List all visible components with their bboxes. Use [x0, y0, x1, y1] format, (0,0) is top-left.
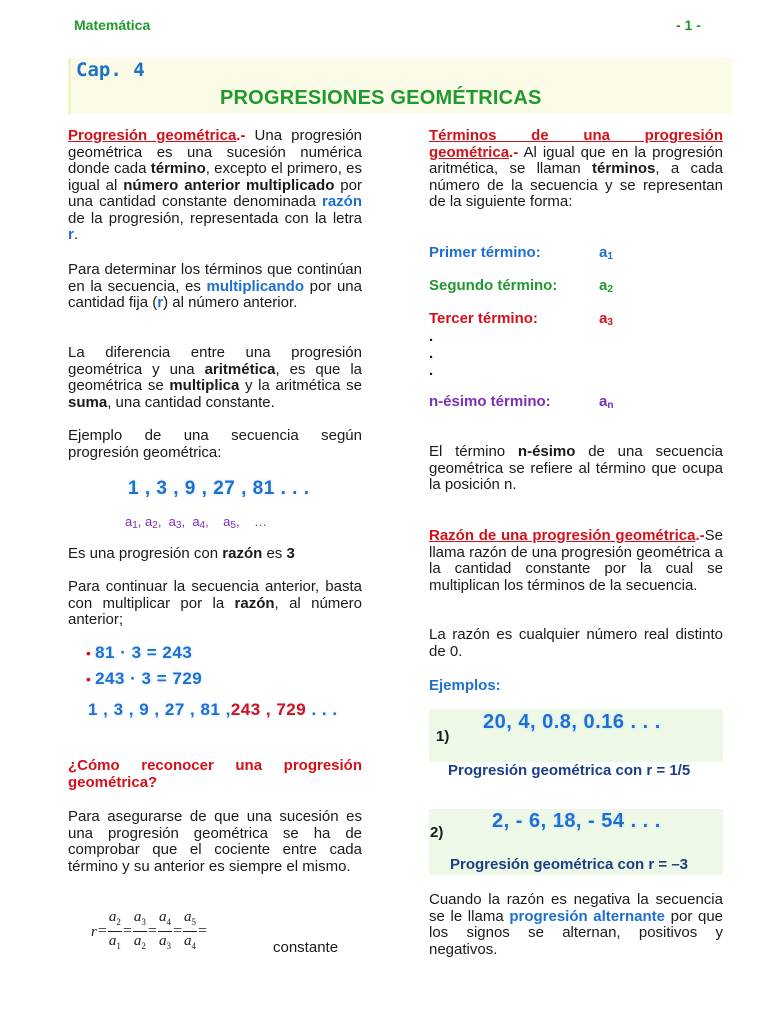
header-subject: Matemática — [74, 17, 151, 33]
sequence-term-labels: a1, a2, a3, a4, a5, … — [125, 514, 268, 531]
alternating-paragraph: Cuando la razón es negativa la secuencia se le llama progresión alternante por que los signos se alternan, positivos y negativos. — [429, 891, 723, 958]
header-page-number: - 1 - — [676, 17, 701, 33]
example-sequence: 1 , 3 , 9 , 27 , 81 . . . — [128, 478, 310, 499]
first-term-label: Primer término: — [429, 244, 541, 261]
bullet-icon: • — [86, 645, 91, 661]
definition-term: Progresión geométrica — [68, 127, 237, 144]
determine-terms-paragraph: Para determinar los términos que continúan en la secuencia, es multiplicando por una cantidad fija (r) al número anterior. — [68, 261, 362, 311]
difference-paragraph: La diferencia entre una progresión geométrica y una aritmética, es que la geométrica se multiplica y la aritmética se suma, una cantidad constante. — [68, 344, 363, 411]
example-2-sequence: 2, - 6, 18, - 54 . . . — [492, 810, 661, 832]
recognize-paragraph: Para asegurarse de que una sucesión es una progresión geométrica se ha de comprobar que el cociente entre cada término y su anterior es siempre el mismo. — [68, 808, 362, 875]
nth-term-symbol: an — [599, 393, 614, 411]
recognize-heading: ¿Cómo reconocer una progresión geométrica? — [68, 757, 362, 791]
example-2-caption: Progresión geométrica con r = –3 — [450, 856, 689, 873]
formula-constant: constante — [273, 939, 339, 956]
terms-title: Términos de una progresión geométrica — [429, 127, 723, 161]
continue-paragraph: Para continuar la secuencia anterior, basta con multiplicar por la razón, al número anterior; — [68, 578, 362, 628]
example-intro: Ejemplo de una secuencia según progresión geométrica: — [68, 427, 362, 461]
chapter-label: Cap. 4 — [76, 59, 145, 81]
terms-paragraph: Términos de una progresión geométrica.- Al igual que en la progresión aritmética, se llaman términos, a cada número de la secuencia y se representan de la siguiente forma: — [429, 127, 723, 210]
nth-term-paragraph: El término n-ésimo de una secuencia geométrica se refiere al término que ocupa la posición n. — [429, 443, 723, 493]
ellipsis-dot: . — [429, 328, 434, 345]
ratio-nonzero-paragraph: La razón es cualquier número real distinto de 0. — [429, 626, 723, 660]
ratio-paragraph: Razón de una progresión geométrica.-Se llama razón de una progresión geométrica a la cantidad constante por la cual se multiplican los términos de la secuencia. — [429, 527, 723, 594]
ratio-statement: Es una progresión con razón es 3 — [68, 545, 295, 562]
definition-paragraph: Progresión geométrica.- Una progresión geométrica es una sucesión numérica donde cada término, excepto el primero, es igual al número anterior multiplicado por una cantidad constante denominada razón de la progresión, representada con la letra r. — [68, 127, 363, 243]
third-term-symbol: a3 — [599, 310, 613, 328]
second-term-label: Segundo término: — [429, 277, 558, 294]
ellipsis-dot: . — [429, 345, 434, 362]
example-1-caption: Progresión geométrica con r = 1/5 — [448, 762, 691, 779]
second-term-symbol: a2 — [599, 277, 613, 295]
calc-line-1: • 81 · 3 = 243 — [86, 643, 193, 662]
nth-term-label: n-ésimo término: — [429, 393, 551, 410]
example-1-sequence: 20, 4, 0.8, 0.16 . . . — [483, 711, 661, 733]
example-1-number: 1) — [436, 728, 450, 745]
third-term-label: Tercer término: — [429, 310, 538, 327]
first-term-symbol: a1 — [599, 244, 613, 262]
page-title: PROGRESIONES GEOMÉTRICAS — [220, 87, 542, 109]
calc-line-2: • 243 · 3 = 729 — [86, 669, 203, 688]
ratio-formula: r= $\frac{a_2}{a_1}$ = $\frac{a_3}{a_2}$ = $\frac{a_4}{a_3}$ = $\frac{a_5}{a_4}$ = — [91, 909, 207, 951]
extended-sequence: 1 , 3 , 9 , 27 , 81 ,243 , 729 . . . — [88, 700, 338, 719]
examples-label: Ejemplos: — [429, 677, 501, 694]
ellipsis-dot: . — [429, 362, 434, 379]
formula-r: r — [91, 923, 97, 940]
example-2-number: 2) — [430, 824, 444, 841]
ratio-title: Razón de una progresión geométrica — [429, 527, 696, 544]
bullet-icon: • — [86, 671, 91, 687]
